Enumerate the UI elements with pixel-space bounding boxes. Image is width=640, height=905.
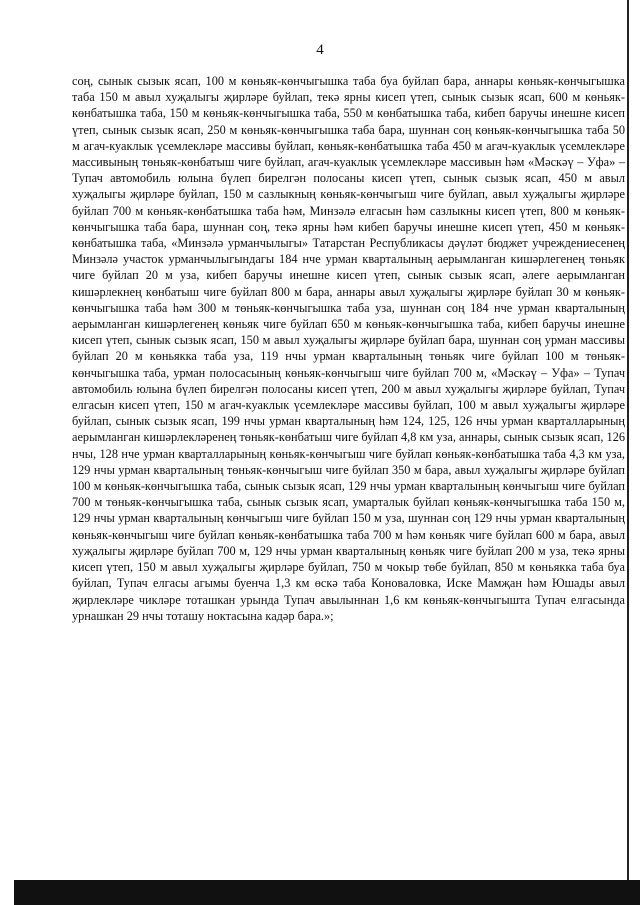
scan-bottom-edge xyxy=(14,880,640,905)
page-number: 4 xyxy=(316,42,324,58)
body-paragraph: соң, сынык сызык ясап, 100 м көньяк-көнчыгышка таба буа буйлап бара, аннары көньяк-көнчыгышка таба 150 м авыл хуҗалыгы җирләре буйлап, текә ярны кисеп үтеп, сынык сызык ясап, 600 м көньяк-көнбатышка таба, 150 м көньяк-көнчыгышка таба, 550 м көнбатышка таба, кибеп баручы инешне кисеп үтеп, сынык сызык ясап, 250 м көньяк-көнчыгышка таба бара, шуннан соң көньяк-көнчыгышка таба 50 м агач-куаклык үсемлекләре массивы буйлап, көньяк-көнбатышка таба 450 м агач-куаклык үсемлекләре массивының төньяк-көнбатыш чиге буйлап, агач-куаклык үсемлекләре массивын һәм «Мәскәү – Уфа» – Тупач автомобиль юлына бүлеп бирелгән полосаны кисеп үтеп, сынык сызык ясап, 450 м авыл хуҗалыгы җирләре буйлап, 150 м сазлыкның көньяк-көнчыгыш чиге буйлап, авыл хуҗалыгы җирләре буйлап 700 м көньяк-көнбатышка таба һәм, Минзәлә елгасын һәм сазлыкны кисеп үтеп, 800 м көньяк-көнчыгышка таба бара, шуннан соң, текә ярны һәм кибеп баручы инешне кисеп үтеп, 450 м көньяк-көнбатышка таба, «Минзәлә урманчылыгы» Татарстан Республикасы дәүләт бюджет учреждениесенең Минзәлә участок урманчылыгындагы 184 нче урман кварталының аерымланган кишәрлегенең төньяк чиге буйлап 20 м уза, кибеп баручы инешне кисеп үтеп, сынык сызык ясап, әлеге аерымланган кишәрлекнең көнбатыш чиге буйлап 800 м бара, аннары авыл хуҗалыгы җирләре буйлап 30 м көньяк-көнчыгышка таба һәм 300 м төньяк-көнчыгышка таба уза, шуннан соң 184 нче урман кварталының аерымланган кишәрлегенең көньяк чиге буйлап 650 м көньяк-көнчыгышка таба, кибеп баручы инешне кисеп үтеп, сынык сызык ясап, 150 м авыл хуҗалыгы җирләре буйлап бара, шуннан соң урман массивы буйлап 20 м көньякка таба уза, 119 нчы урман кварталының төньяк чиге буйлап 100 м төньяк-көнчыгышка таба, урман полосасының көньяк-көнчыгыш чиге буйлап 700 м, «Мәскәү – Уфа» – Тупач автомобиль юлына бүлеп бирелгән полосаны кисеп үтеп, 200 м авыл хуҗалыгы җирләре буйлап, Тупач елгасын кисеп үтеп, 150 м агач-куаклык үсемлекләре массивы буйлап, 100 м авыл хуҗалыгы җирләре буйлап, сынык сызык ясап, 199 нчы урман кварталының һәм 124, 125, 126 нчы урман кварталларының аерымланган кишәрлекләренең төньяк-көнбатыш чиге буйлап 4,8 км уза, аннары, сынык сызык ясап, 126 нчы, 128 нче урман кварталларының көньяк-көнчыгыш чиге буйлап көньяк-көнбатышка таба 4,3 км уза, 129 нчы урман кварталының төньяк-көнчыгыш чиге буйлап 350 м бара, авыл хуҗалыгы җирләре буйлап 100 м көньяк-көнчыгышка таба, сынык сызык ясап, 129 нчы урман кварталының көнчыгыш чиге буйлап 700 м төньяк-көнчыгышка таба, сынык сызык ясап, умарталык буйлап көньяк-көнчыгышка таба 150 м, 129 нчы урман кварталының көнчыгыш чиге буйлап 150 м уза, шуннан соң 129 нчы урман кварталының көньяк-көнчыгыш чиге буйлап көньяк-көнбатышка таба 700 м һәм көньяк чиге буйлап 600 м бара, авыл хуҗалыгы җирләре буйлап 700 м, 129 нчы урман кварталының көньяк чиге буйлап 200 м уза, текә ярны кисеп үтеп, 150 м авыл хуҗалыгы җирләре буйлап, 750 м чокыр төбе буйлап, 850 м көньякка таба буа буйлап, Тупач елгасы агымы буенча 1,3 км өскә таба Коноваловка, Иске Мамҗан һәм Юшады авыл җирлекләре чикләре тоташкан урында Тупач авылыннан 1,6 км көньяк-көнчыгышта Тупач елгасында урнашкан 29 нчы тоташу ноктасына кадәр бара.»; xyxy=(72,74,625,623)
document-body xyxy=(72,73,625,624)
